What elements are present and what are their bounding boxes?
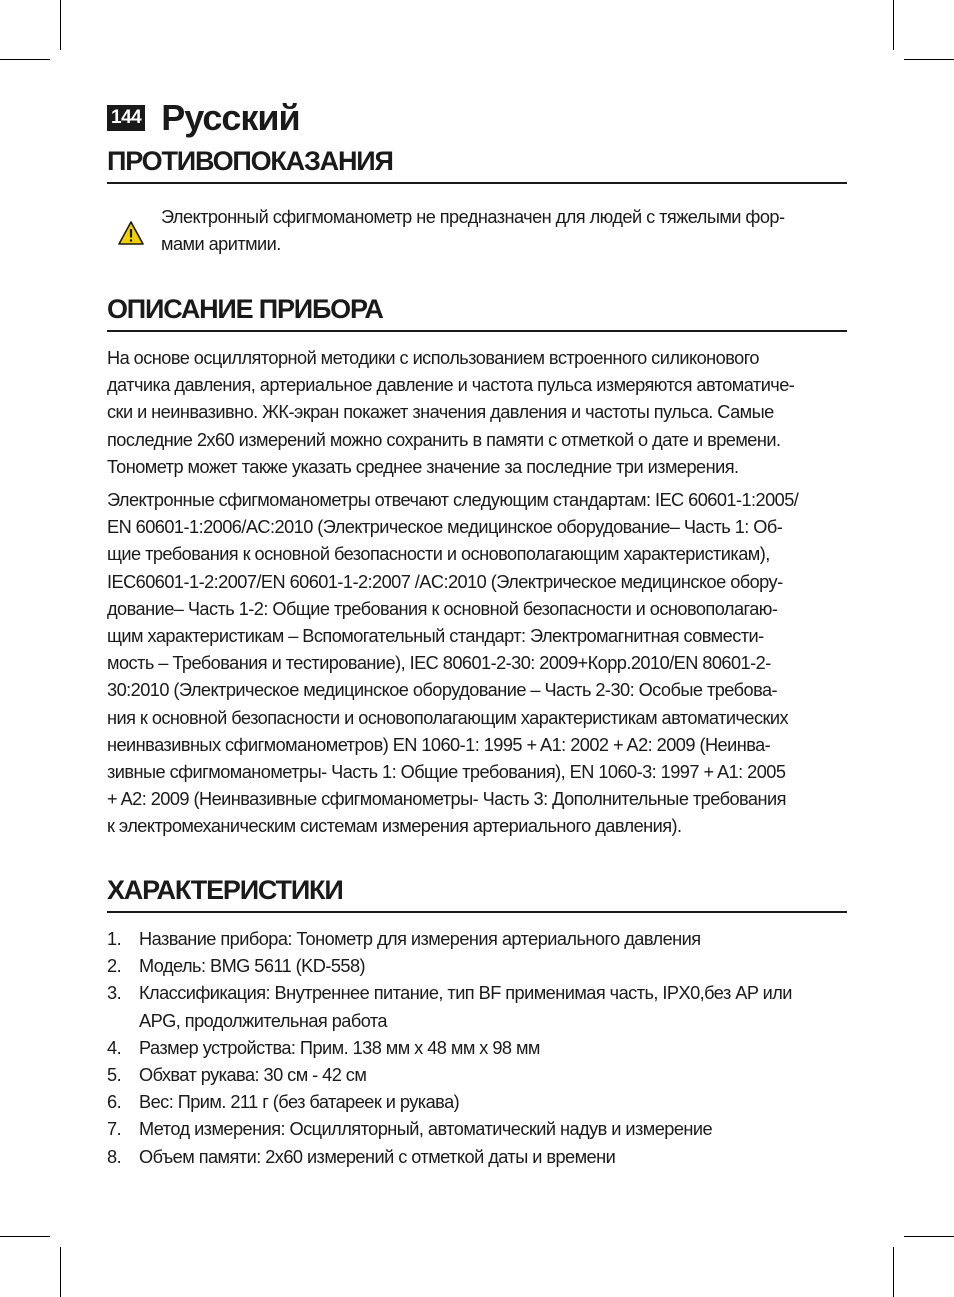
list-item-text [139, 926, 849, 953]
crop-mark [904, 1236, 954, 1237]
crop-mark [893, 0, 894, 50]
warning-triangle-icon [118, 220, 144, 246]
text-line: IEC60601-1-2:2007/EN 60601-1-2:2007 /AC:2010 (Электрическое медицинское обору- [107, 571, 783, 592]
crop-mark [904, 59, 954, 60]
text-line: Размер устройства: Прим. 138 мм x 48 мм x 98 мм [139, 1037, 540, 1058]
text-line: зивные сфигмоманометры- Часть 1: Общие требования), EN 1060-3: 1997 + A1: 2005 [107, 762, 786, 783]
list-item [107, 953, 849, 980]
warning-note [107, 204, 847, 258]
list-item-text [139, 1089, 849, 1116]
text-line: На основе осцилляторной методики с использованием встроенного силиконового [107, 348, 759, 368]
text-line: Обхват рукава: 30 см - 42 см [139, 1065, 367, 1086]
text-line: Объем памяти: 2x60 измерений с отметкой даты и времени [139, 1146, 616, 1167]
list-item-number: 1. [107, 929, 122, 949]
list-item [107, 1144, 849, 1171]
list-item [107, 1116, 849, 1143]
page-number: 144 [107, 105, 145, 131]
text-line: + A2: 2009 (Неинвазивные сфигмоманометры- Часть 3: Дополнительные требования [107, 789, 786, 810]
list-item-text [139, 1062, 849, 1089]
list-item-text [139, 1116, 849, 1143]
text-line: 30:2010 (Электрическое медицинское оборудование – Часть 2-30: Особые требова- [107, 680, 778, 701]
crop-mark [0, 59, 50, 60]
text-line: ски и неинвазивно. ЖК-экран покажет значения давления и частоты пульса. Самые [107, 402, 774, 423]
list-item-number: 5. [107, 1065, 122, 1086]
text-line: последние 2x60 измерений можно сохранить в памяти с отметкой о дате и времени. [107, 429, 781, 450]
text-line: мость – Требования и тестирование), IEC 80601-2-30: 2009+Корр.2010/EN 80601-2- [107, 653, 771, 674]
text-line: щим характеристикам – Вспомогательный стандарт: Электромагнитная совмести- [107, 626, 764, 647]
crop-mark [60, 1247, 61, 1297]
crop-mark [893, 1247, 894, 1297]
list-item-number: 2. [107, 956, 122, 977]
text-line: щие требования к основной безопасности и основополагающим характеристикам), [107, 544, 770, 565]
crop-mark [0, 1236, 50, 1237]
text-line: Метод измерения: Осцилляторный, автоматический надув и измерение [139, 1119, 713, 1140]
text-line: к электромеханическим системам измерения артериального давления). [107, 816, 682, 837]
list-item [107, 1035, 849, 1062]
text-line: дование– Часть 1-2: Общие требования к основной безопасности и основополагаю- [107, 598, 778, 619]
list-item-text [139, 980, 849, 1034]
text-line: ния к основной безопасности и основополагающим характеристикам автоматических [107, 707, 789, 728]
description-paragraph-1 [107, 345, 849, 481]
list-item [107, 980, 849, 1034]
warning-text [161, 204, 841, 258]
section-title-specs: ХАРАКТЕРИСТИКИ [107, 875, 847, 913]
language-title: Русский [161, 97, 300, 138]
list-item-text [139, 953, 849, 980]
text-line: Модель: BMG 5611 (KD-558) [139, 956, 366, 977]
list-item [107, 1062, 849, 1089]
list-item [107, 1089, 849, 1116]
text-line: Название прибора: Тонометр для измерения артериального давления [139, 929, 701, 949]
warning-line: мами аритмии. [161, 234, 281, 255]
description-paragraph-2 [107, 487, 849, 841]
text-line: датчика давления, артериальное давление и частота пульса измеряются автоматиче- [107, 375, 795, 396]
list-item-number: 6. [107, 1092, 122, 1113]
section-title-description: ОПИСАНИЕ ПРИБОРА [107, 294, 847, 332]
text-line: Вес: Прим. 211 г (без батареек и рукава) [139, 1092, 460, 1113]
text-line: Электронные сфигмоманометры отвечают следующим стандартам: IEC 60601-1:2005/ [107, 490, 799, 510]
text-line: Классификация: Внутреннее питание, тип BF применимая часть, IPX0,без AP или [139, 983, 792, 1004]
specs-list [107, 926, 849, 1171]
list-item [107, 926, 849, 953]
crop-mark [60, 0, 61, 50]
list-item-number: 3. [107, 983, 122, 1004]
text-line: неинвазивных сфигмоманометров) EN 1060-1: 1995 + A1: 2002 + A2: 2009 (Неинва- [107, 734, 771, 755]
list-item-number: 8. [107, 1146, 122, 1167]
list-item-number: 7. [107, 1119, 122, 1140]
warning-line: Электронный сфигмоманометр не предназначен для людей с тяжелыми фор- [161, 207, 785, 227]
text-line: Тонометр может также указать среднее значение за последние три измерения. [107, 456, 739, 477]
list-item-text [139, 1144, 849, 1171]
text-line: APG, продолжительная работа [139, 1010, 387, 1031]
page-header [107, 97, 300, 138]
list-item-number: 4. [107, 1037, 122, 1058]
section-title-contraindications: ПРОТИВОПОКАЗАНИЯ [107, 146, 847, 184]
list-item-text [139, 1035, 849, 1062]
text-line: EN 60601-1:2006/AC:2010 (Электрическое медицинское оборудование– Часть 1: Об- [107, 517, 783, 538]
